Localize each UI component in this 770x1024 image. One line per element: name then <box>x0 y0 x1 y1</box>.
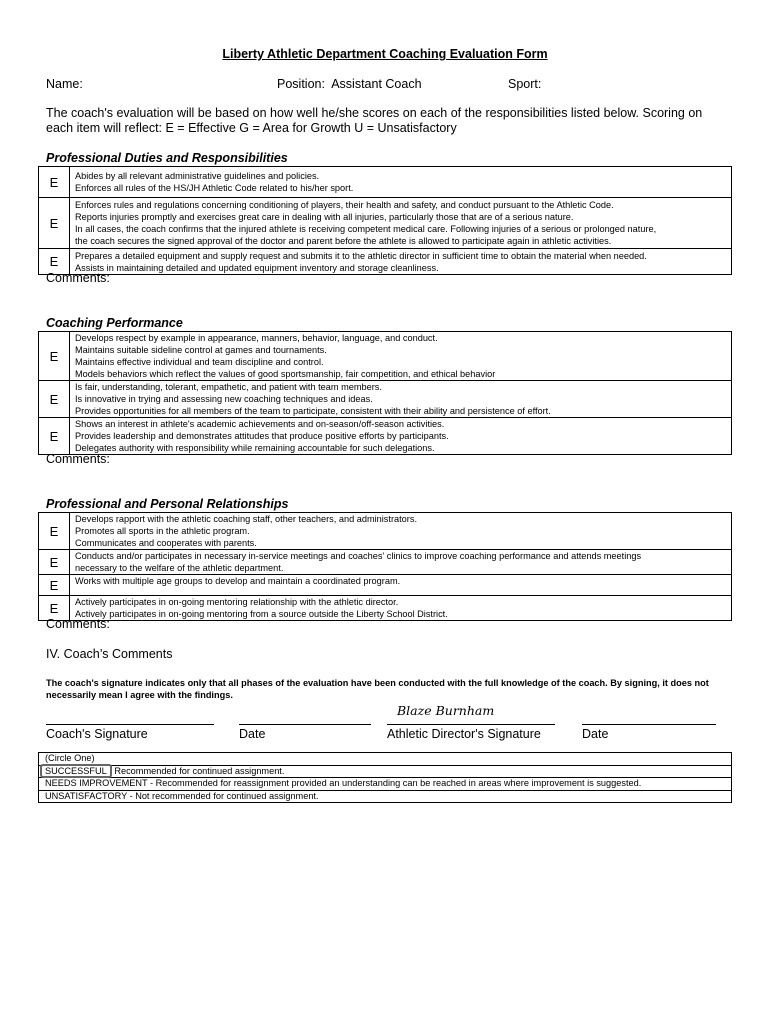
signature-notice: The coach's signature indicates only that all phases of the evaluation have been conducted with the full knowledge of the coach. By signing, it does not necessarily mean I agree with the findings. <box>46 678 709 700</box>
responsibility-line: Maintains suitable sideline control at games and tournaments. <box>75 345 327 355</box>
responsibility-line: Maintains effective individual and team discipline and control. <box>75 357 324 367</box>
responsibility-line: Actively participates in on-going mentoring relationship with the athletic director. <box>75 597 399 607</box>
responsibility-line: Develops rapport with the athletic coaching staff, other teachers, and administrators. <box>75 514 417 524</box>
comments-label: Comments: <box>46 271 110 285</box>
date2-label: Date <box>582 727 609 741</box>
duties-table <box>38 166 732 275</box>
responsibility-line: Abides by all relevant administrative guidelines and policies. <box>75 171 320 181</box>
responsibility-line: Assists in maintaining detailed and updated equipment inventory and storage cleanliness. <box>75 262 439 273</box>
responsibility-cell <box>70 167 732 198</box>
responsibility-line: Conducts and/or participates in necessary in-service meetings and coaches' clinics to improve coaching performance and attends meetings <box>75 551 642 561</box>
grade-cell: E <box>39 332 70 381</box>
date2-line[interactable] <box>582 724 716 725</box>
table-row <box>39 753 732 766</box>
outcome-table <box>38 752 732 803</box>
responsibility-line: Actively participates in on-going mentoring from a source outside the Liberty School District. <box>75 609 448 619</box>
relationships-table <box>38 512 732 621</box>
ad-signature-handwritten: Blaze Burnham <box>397 703 495 718</box>
responsibility-line: necessary to the welfare of the athletic department. <box>75 563 284 573</box>
grade-cell: E <box>39 167 70 198</box>
date-line[interactable] <box>239 724 371 725</box>
grade-cell: E <box>39 575 70 596</box>
grade-cell: E <box>39 381 70 418</box>
coach-signature-label: Coach's Signature <box>46 727 148 741</box>
successful-description: Recommended for continued assignment. <box>114 765 285 776</box>
responsibility-line: Prepares a detailed equipment and supply request and submits it to the athletic director in sufficient time to obtain the material when needed. <box>75 250 647 261</box>
section-title-relationships: Professional and Personal Relationships <box>46 497 289 511</box>
name-label: Name: <box>46 77 83 91</box>
responsibility-cell <box>70 596 732 621</box>
coach-signature-line[interactable] <box>46 724 214 725</box>
responsibility-line: Enforces rules and regulations concerning conditioning of players, their health and safety, and conduct pursuant to the Athletic Code. <box>75 200 614 210</box>
responsibility-line: Promotes all sports in the athletic program. <box>75 526 250 536</box>
grade-cell: E <box>39 198 70 249</box>
responsibility-cell <box>70 575 732 596</box>
position-value: Assistant Coach <box>331 77 422 91</box>
responsibility-line: In all cases, the coach confirms that the injured athlete is receiving competent medical care. Following injuries of a serious or prolonged nature, <box>75 224 657 234</box>
table-row <box>39 249 732 275</box>
responsibility-line: Provides leadership and demonstrates attitudes that produce positive efforts by participants. <box>75 431 449 441</box>
grade-cell: E <box>39 418 70 455</box>
outcome-needs-improvement[interactable]: NEEDS IMPROVEMENT - Recommended for reassignment provided an understanding can be reached in areas where improvement is suggested. <box>39 778 732 791</box>
grade-cell: E <box>39 249 70 275</box>
table-row <box>39 765 732 778</box>
date-label: Date <box>239 727 266 741</box>
table-row <box>39 332 732 381</box>
table-row <box>39 167 732 198</box>
responsibility-line: Enforces all rules of the HS/JH Athletic Code related to his/her sport. <box>75 183 354 193</box>
responsibility-line: the coach secures the signed approval of the doctor and parent before the athlete is allowed to participate again in athletic activities. <box>75 236 612 246</box>
responsibility-line: Shows an interest in athlete's academic achievements and on-season/off-season activities. <box>75 419 445 429</box>
successful-circled-option[interactable]: SUCCESSFUL <box>40 764 112 778</box>
coaching-table <box>38 331 732 455</box>
comments-label: Comments: <box>46 617 110 631</box>
responsibility-cell <box>70 418 732 455</box>
responsibility-line: Communicates and cooperates with parents. <box>75 538 257 548</box>
form-title: Liberty Athletic Department Coaching Evaluation Form <box>222 47 548 61</box>
table-row <box>39 381 732 418</box>
responsibility-line: Reports injuries promptly and exercises great care in dealing with all injuries, particularly those that are of a serious nature. <box>75 212 574 222</box>
table-row <box>39 198 732 249</box>
responsibility-cell <box>70 513 732 550</box>
responsibility-line: Provides opportunities for all members of the team to participate, consistent with their ability and persistence of effort. <box>75 406 551 416</box>
responsibility-cell <box>70 332 732 381</box>
position-field <box>277 77 422 91</box>
responsibility-cell <box>70 381 732 418</box>
circle-one-label: (Circle One) <box>39 753 732 766</box>
table-row <box>39 550 732 575</box>
table-row <box>39 596 732 621</box>
scoring-intro: The coach's evaluation will be based on how well he/she scores on each of the responsibilities listed below. Scoring on each item will reflect: E = Effective G = Area for Growth U = Unsatisfactory <box>46 106 703 135</box>
responsibility-line: Delegates authority with responsibility while remaining accountable for such delegations. <box>75 443 435 453</box>
responsibility-line: Is fair, understanding, tolerant, empathetic, and patient with team members. <box>75 382 382 392</box>
position-label: Position: <box>277 77 325 91</box>
grade-cell: E <box>39 550 70 575</box>
responsibility-line: Develops respect by example in appearance, manners, behavior, language, and conduct. <box>75 333 438 343</box>
table-row <box>39 513 732 550</box>
table-row <box>39 418 732 455</box>
table-row <box>39 790 732 803</box>
outcome-unsatisfactory[interactable]: UNSATISFACTORY - Not recommended for continued assignment. <box>39 790 732 803</box>
table-row <box>39 575 732 596</box>
comments-label: Comments: <box>46 452 110 466</box>
responsibility-line: Models behaviors which reflect the values of good sportsmanship, fair competition, and ethical behavior <box>75 369 496 379</box>
responsibility-line: Works with multiple age groups to develop and maintain a coordinated program. <box>75 576 401 586</box>
outcome-successful[interactable] <box>39 765 732 778</box>
responsibility-line: Is innovative in trying and assessing new coaching techniques and ideas. <box>75 394 373 404</box>
responsibility-cell <box>70 249 732 275</box>
section-title-duties: Professional Duties and Responsibilities <box>46 151 288 165</box>
responsibility-cell <box>70 550 732 575</box>
grade-cell: E <box>39 596 70 621</box>
table-row <box>39 778 732 791</box>
coach-comments-heading: IV. Coach’s Comments <box>46 647 173 661</box>
grade-cell: E <box>39 513 70 550</box>
responsibility-cell <box>70 198 732 249</box>
sport-label: Sport: <box>508 77 542 91</box>
ad-signature-label: Athletic Director's Signature <box>387 727 541 741</box>
ad-signature-line[interactable] <box>387 724 555 725</box>
section-title-coaching: Coaching Performance <box>46 316 183 330</box>
